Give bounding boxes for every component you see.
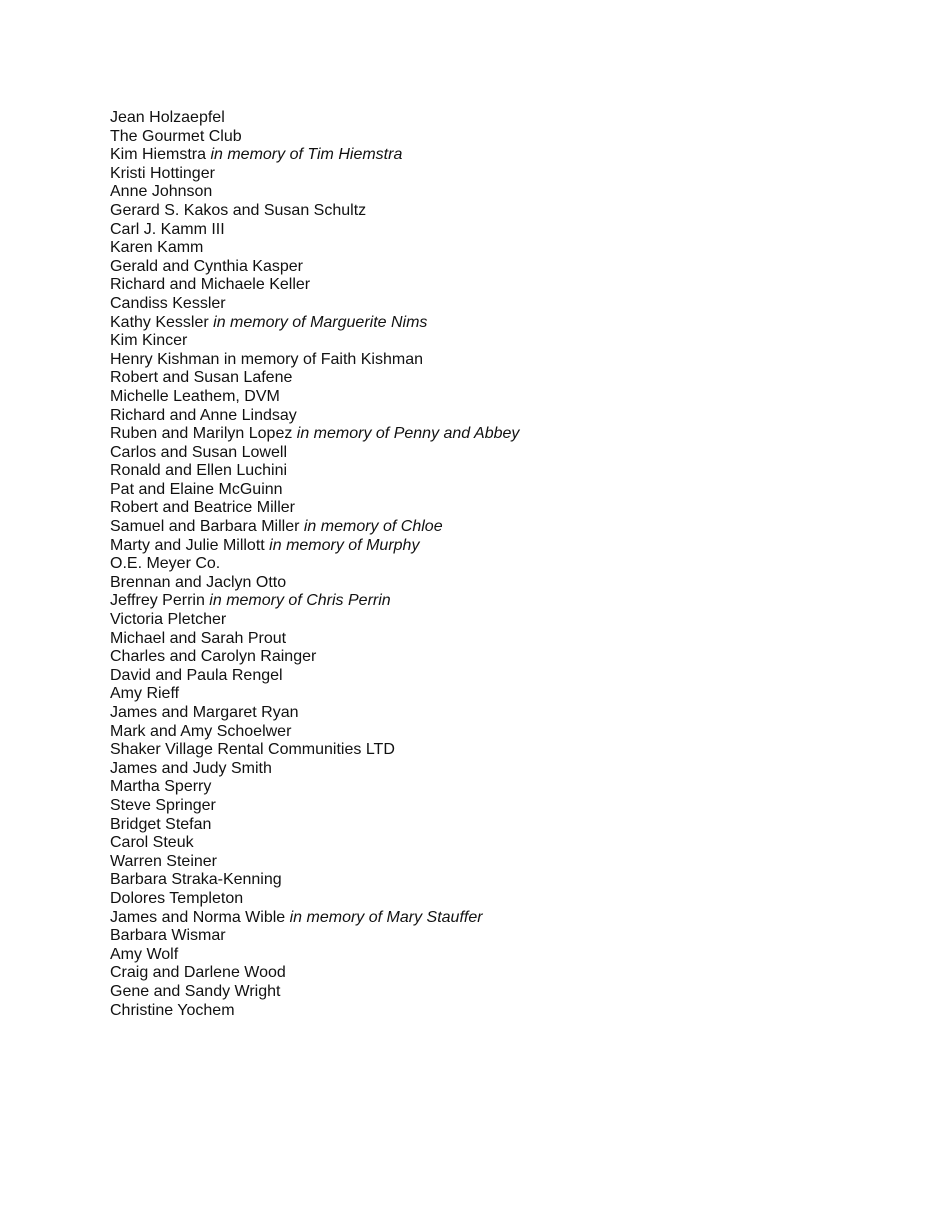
donor-entry: [110, 890, 519, 909]
donor-entry: [110, 388, 519, 407]
donor-entry: [110, 909, 519, 928]
donor-entry: [110, 723, 519, 742]
memorial-dedication: in memory of Mary Stauffer: [289, 908, 483, 926]
donor-name: Kim Kincer: [110, 332, 188, 350]
donor-name: Brennan and Jaclyn Otto: [110, 573, 287, 591]
donor-name: Charles and Carolyn Rainger: [110, 648, 317, 666]
donor-name: Robert and Susan Lafene: [110, 369, 293, 387]
memorial-dedication: in memory of Tim Hiemstra: [210, 146, 403, 164]
donor-entry: [110, 499, 519, 518]
donor-name: O.E. Meyer Co.: [110, 555, 221, 573]
donor-name: James and Margaret Ryan: [110, 704, 299, 721]
donor-entry: [110, 946, 519, 965]
donor-entry: [110, 258, 519, 277]
donor-entry: [110, 816, 519, 835]
donor-name: Barbara Wismar: [110, 927, 226, 945]
donor-name: Carol Steuk: [110, 834, 194, 852]
memorial-dedication: in memory of Chris Perrin: [209, 592, 391, 610]
donor-entry: [110, 351, 519, 370]
donor-entry: [110, 574, 519, 593]
donor-name: Anne Johnson: [110, 183, 213, 201]
donor-entry: [110, 462, 519, 481]
donor-name: Marty and Julie Millott: [110, 536, 270, 554]
donor-entry: [110, 109, 519, 128]
memorial-dedication: in memory of Murphy: [269, 536, 420, 554]
donor-entry: [110, 592, 519, 611]
donor-name: Amy Wolf: [110, 945, 179, 963]
donor-entry: [110, 630, 519, 649]
donor-entry: [110, 611, 519, 630]
donor-entry: [110, 797, 519, 816]
donor-name: Michelle Leathem, DVM: [110, 387, 280, 405]
memorial-dedication: in memory of Marguerite Nims: [213, 313, 428, 331]
donor-entry: [110, 314, 519, 333]
donor-name: Shaker Village Rental Communities LTD: [110, 741, 395, 759]
donor-name: Samuel and Barbara Miller: [110, 518, 304, 536]
memorial-dedication: in memory of Penny and Abbey: [296, 425, 520, 443]
donor-entry: [110, 778, 519, 797]
donor-name: Steve Springer: [110, 796, 216, 814]
donor-entry: [110, 444, 519, 463]
donor-entry: [110, 425, 519, 444]
donor-entry: [110, 741, 519, 760]
donor-name: Pat and Elaine McGuinn: [110, 480, 283, 498]
memorial-dedication: in memory of Chloe: [303, 518, 443, 536]
donor-entry: [110, 518, 519, 537]
donor-entry: [110, 128, 519, 147]
donor-name: Kim Hiemstra: [110, 146, 211, 164]
donor-name: Victoria Pletcher: [110, 611, 227, 629]
donor-entry: [110, 983, 519, 1002]
donor-entry: [110, 146, 519, 165]
donor-entry: [110, 202, 519, 221]
donor-entry: [110, 555, 519, 574]
donor-name: Candiss Kessler: [110, 294, 226, 312]
donor-name: Ruben and Marilyn Lopez: [110, 425, 297, 443]
donor-name: Jean Holzaepfel: [110, 109, 225, 126]
donor-entry: [110, 276, 519, 295]
donor-entry: [110, 481, 519, 500]
donor-name: Karen Kamm: [110, 239, 204, 257]
donor-name: Barbara Straka-Kenning: [110, 871, 282, 889]
donor-name: David and Paula Rengel: [110, 666, 283, 684]
donor-name: James and Judy Smith: [110, 759, 272, 777]
donor-name: Mark and Amy Schoelwer: [110, 722, 292, 740]
donor-name: James and Norma Wible: [110, 908, 290, 926]
donor-name: Gene and Sandy Wright: [110, 982, 281, 1000]
donor-entry: [110, 648, 519, 667]
donor-name: Warren Steiner: [110, 852, 217, 870]
donor-entry: [110, 927, 519, 946]
donor-name: The Gourmet Club: [110, 127, 242, 145]
donor-name: Amy Rieff: [110, 685, 180, 703]
donor-entry: [110, 853, 519, 872]
donor-entry: [110, 760, 519, 779]
donor-name: Kathy Kessler: [110, 313, 214, 331]
donor-name: Richard and Anne Lindsay: [110, 406, 297, 424]
donor-name: Jeffrey Perrin: [110, 592, 210, 610]
donor-entry: [110, 871, 519, 890]
donor-name: Robert and Beatrice Miller: [110, 499, 295, 517]
donor-entry: [110, 537, 519, 556]
donor-name: Henry Kishman in memory of Faith Kishman: [110, 350, 423, 368]
donor-name: Ronald and Ellen Luchini: [110, 462, 288, 480]
donor-name: Michael and Sarah Prout: [110, 629, 287, 647]
donor-entry: [110, 407, 519, 426]
donor-name: Carlos and Susan Lowell: [110, 443, 287, 461]
donor-entry: [110, 667, 519, 686]
donor-name: Christine Yochem: [110, 1001, 235, 1019]
donor-entry: [110, 704, 519, 723]
donor-entry: [110, 964, 519, 983]
donor-entry: [110, 834, 519, 853]
donor-name: Bridget Stefan: [110, 815, 212, 833]
donor-entry: [110, 183, 519, 202]
donor-list: [110, 109, 519, 1020]
donor-entry: [110, 1002, 519, 1021]
donor-name: Martha Sperry: [110, 778, 212, 796]
donor-entry: [110, 295, 519, 314]
donor-name: Dolores Templeton: [110, 889, 244, 907]
donor-entry: [110, 332, 519, 351]
donor-name: Carl J. Kamm III: [110, 220, 225, 238]
donor-entry: [110, 165, 519, 184]
donor-entry: [110, 685, 519, 704]
donor-name: Craig and Darlene Wood: [110, 964, 286, 982]
donor-name: Kristi Hottinger: [110, 164, 215, 182]
donor-name: Gerald and Cynthia Kasper: [110, 257, 303, 275]
donor-name: Richard and Michaele Keller: [110, 276, 311, 294]
donor-entry: [110, 221, 519, 240]
donor-name: Gerard S. Kakos and Susan Schultz: [110, 201, 367, 219]
donor-entry: [110, 369, 519, 388]
donor-entry: [110, 239, 519, 258]
